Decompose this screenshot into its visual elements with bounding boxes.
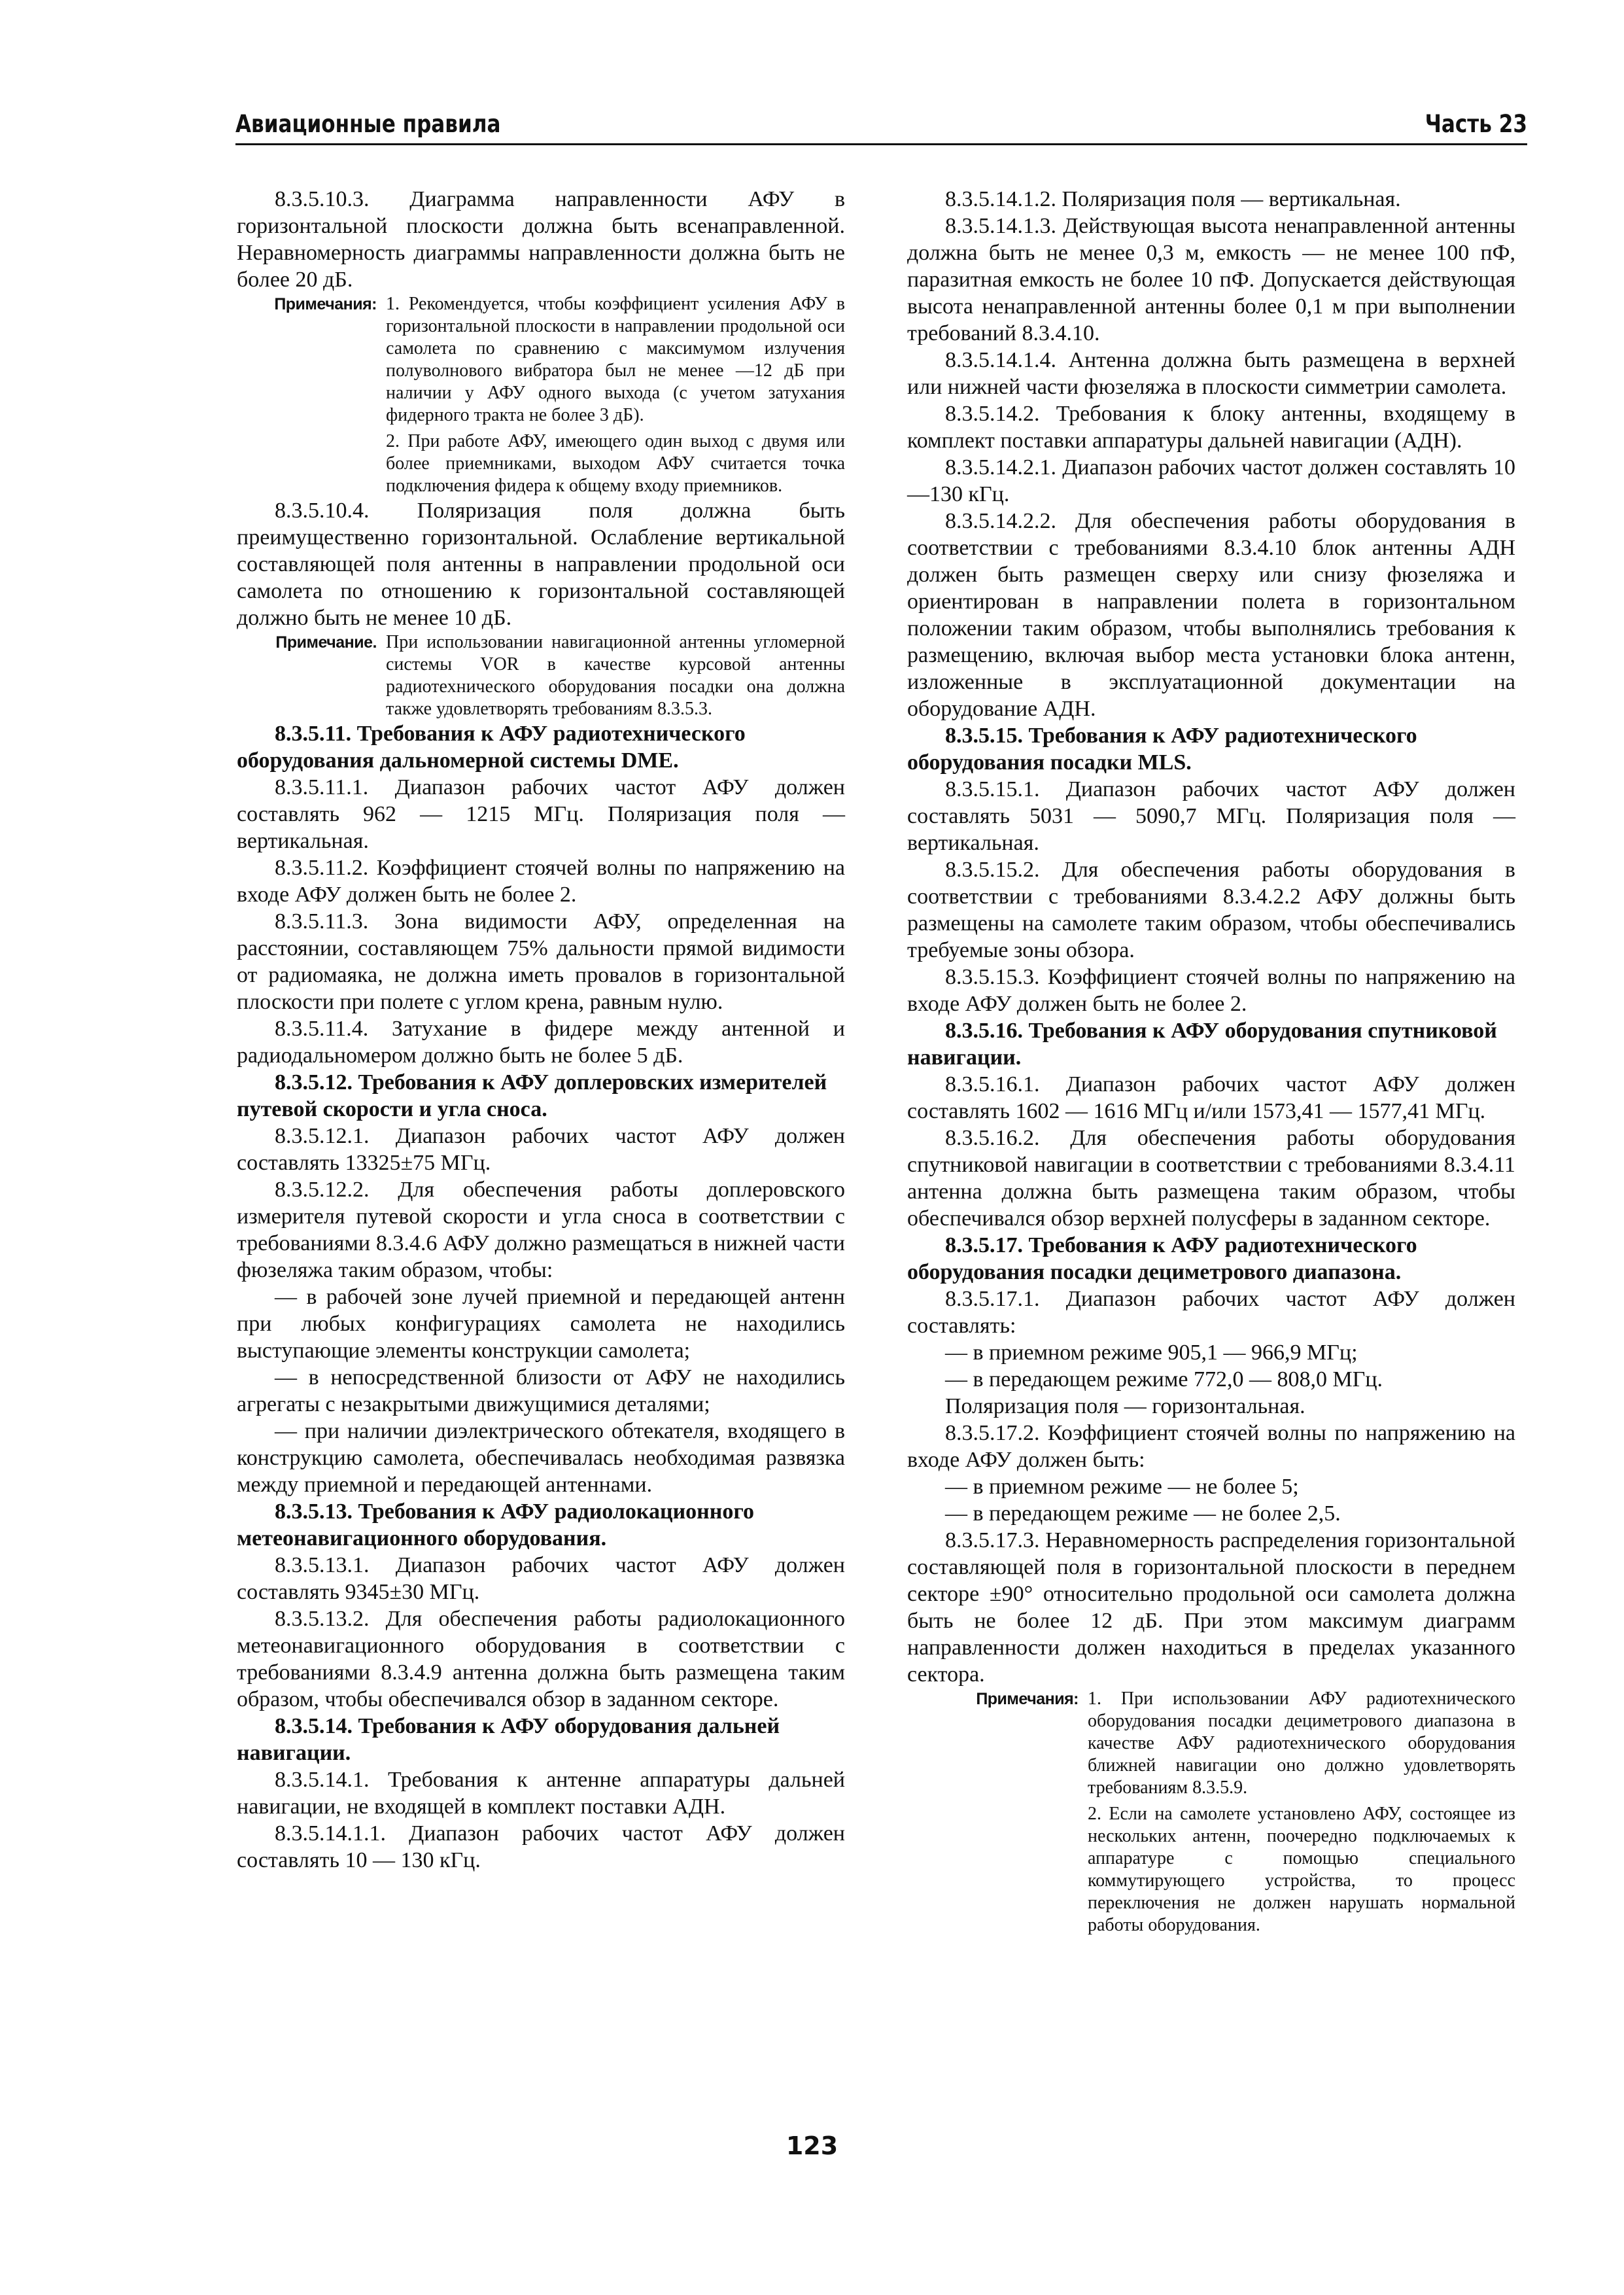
note-label: Примечания: — [976, 1690, 1079, 1708]
page-header — [235, 101, 1527, 145]
section-heading: 8.3.5.17. Требования к АФУ радиотехнического оборудования посадки дециметрового диапазона. — [907, 1233, 1417, 1284]
paragraph: 8.3.5.17.2. Коэффициент стоячей волны по напряжению на входе АФУ должен быть: — [907, 1421, 1515, 1472]
section-heading: 8.3.5.12. Требования к АФУ доплеровских измерителей путевой скорости и угла сноса. — [237, 1070, 827, 1121]
note-label: Примечание. — [275, 633, 377, 652]
section-heading: 8.3.5.15. Требования к АФУ радиотехнического оборудования посадки MLS. — [907, 724, 1417, 775]
paragraph: 8.3.5.14.1.1. Диапазон рабочих частот АФУ должен составлять 10 — 130 кГц. — [237, 1821, 845, 1872]
header-part: Часть 23 — [1425, 110, 1527, 138]
paragraph: 8.3.5.10.3. Диаграмма направленности АФУ в горизонтальной плоскости должна быть всенаправленной. Неравномерность диаграммы направленности должна быть не более 20 дБ. — [237, 187, 845, 292]
left-column — [237, 186, 845, 1874]
paragraph: 8.3.5.14.1.2. Поляризация поля — вертикальная. — [945, 187, 1401, 211]
paragraph: 8.3.5.17.3. Неравномерность распределения горизонтальной составляющей поля в горизонтальной плоскости в переднем секторе ±90° относительно продольной оси самолета должна быть не более 12 дБ. При этом максимум диаграмм направленности должен находиться в пределах указанного сектора. — [907, 1528, 1515, 1687]
paragraph: 8.3.5.16.1. Диапазон рабочих частот АФУ должен составлять 1602 — 1616 МГц и/или 1573,41 — 1577,41 МГц. — [907, 1072, 1515, 1123]
note-item: При использовании навигационной антенны угломерной системы VOR в качестве курсовой антенны радиотехнического оборудования посадки она должна также удовлетворять требованиям 8.3.5.3. — [386, 632, 845, 719]
note-item: 1. Рекомендуется, чтобы коэффициент усиления АФУ в горизонтальной плоскости в направлении продольной оси самолета по сравнению с максимумом излучения полуволнового вибратора был не менее —12 дБ при наличии у АФУ одного выхода (с учетом затухания фидерного тракта не более 3 дБ). — [386, 294, 845, 425]
paragraph: — в передающем режиме 772,0 — 808,0 МГц. — [945, 1367, 1383, 1392]
paragraph: 8.3.5.15.2. Для обеспечения работы оборудования в соответствии с требованиями 8.3.4.2.2 АФУ должны быть размещены на самолете таким образом, чтобы обеспечивались требуемые зоны обзора. — [907, 858, 1515, 962]
paragraph: — в передающем режиме — не более 2,5. — [945, 1501, 1341, 1526]
paragraph: 8.3.5.17.1. Диапазон рабочих частот АФУ должен составлять: — [907, 1287, 1515, 1338]
note-body — [1088, 1688, 1515, 1936]
section-heading: 8.3.5.13. Требования к АФУ радиолокационного метеонавигационного оборудования. — [237, 1499, 754, 1550]
paragraph: — при наличии диэлектрического обтекателя, входящего в конструкцию самолета, обеспечивалась необходимая развязка между приемной и передающей антеннами. — [237, 1419, 845, 1497]
paragraph: 8.3.5.10.4. Поляризация поля должна быть преимущественно горизонтальной. Ослабление вертикальной составляющей поля антенны в направлении продольной оси самолета по отношению к горизонтальной составляющей должно быть не менее 10 дБ. — [237, 499, 845, 630]
section-heading: 8.3.5.11. Требования к АФУ радиотехнического оборудования дальномерной системы DME. — [237, 722, 746, 773]
paragraph: 8.3.5.14.2.1. Диапазон рабочих частот должен составлять 10 —130 кГц. — [907, 455, 1515, 506]
paragraph: 8.3.5.11.2. Коэффициент стоячей волны по напряжению на входе АФУ должен быть не более 2. — [237, 856, 845, 907]
note-label: Примечания: — [274, 295, 377, 313]
paragraph: 8.3.5.11.1. Диапазон рабочих частот АФУ должен составлять 962 — 1215 МГц. Поляризация поля — вертикальная. — [237, 775, 845, 853]
paragraph: 8.3.5.14.1.4. Антенна должна быть размещена в верхней или нижней части фюзеляжа в плоскости симметрии самолета. — [907, 348, 1515, 399]
note-body — [386, 293, 845, 497]
paragraph: 8.3.5.15.3. Коэффициент стоячей волны по напряжению на входе АФУ должен быть не более 2. — [907, 965, 1515, 1016]
page-number: 123 — [786, 2131, 838, 2160]
paragraph: — в рабочей зоне лучей приемной и передающей антенн при любых конфигурациях самолета не находились выступающие элементы конструкции самолета; — [237, 1285, 845, 1363]
paragraph: 8.3.5.13.1. Диапазон рабочих частот АФУ должен составлять 9345±30 МГц. — [237, 1553, 845, 1604]
paragraph: 8.3.5.15.1. Диапазон рабочих частот АФУ должен составлять 5031 — 5090,7 МГц. Поляризация поля — вертикальная. — [907, 777, 1515, 855]
note-block — [907, 1688, 1515, 1936]
header-title: Авиационные правила — [235, 110, 501, 138]
note-item: 2. Если на самолете установлено АФУ, состоящее из нескольких антенн, поочередно подключаемых к аппаратуре с помощью специального коммутирующего устройства, то процесс переключения не должен нарушать нормальной работы оборудования. — [1088, 1804, 1515, 1935]
paragraph: 8.3.5.14.2. Требования к блоку антенны, входящему в комплект поставки аппаратуры дальней навигации (АДН). — [907, 402, 1515, 453]
paragraph: 8.3.5.11.4. Затухание в фидере между антенной и радиодальномером должно быть не более 5 дБ. — [237, 1017, 845, 1068]
paragraph: 8.3.5.14.2.2. Для обеспечения работы оборудования в соответствии с требованиями 8.3.4.10 блок антенны АДН должен быть размещен сверху или снизу фюзеляжа и ориентирован в направлении полета в горизонтальном положении таким образом, чтобы выполнялись требования к размещению, включая выбор места установки блока антенн, изложенные в эксплуатационной документации на оборудование АДН. — [907, 509, 1515, 721]
paragraph: — в непосредственной близости от АФУ не находились агрегаты с незакрытыми движущимися деталями; — [237, 1365, 845, 1416]
note-item: 1. При использовании АФУ радиотехнического оборудования посадки дециметрового диапазона в качестве АФУ радиотехнического оборудования ближней навигации оно должно удовлетворять требованиям 8.3.5.9. — [1088, 1689, 1515, 1798]
note-block — [237, 293, 845, 497]
note-body — [386, 631, 845, 720]
paragraph: 8.3.5.13.2. Для обеспечения работы радиолокационного метеонавигационного оборудования в соответствии с требованиями 8.3.4.9 антенна должна быть размещена таким образом, чтобы обеспечивался обзор в заданном секторе. — [237, 1607, 845, 1711]
paragraph: 8.3.5.14.1. Требования к антенне аппаратуры дальней навигации, не входящей в комплект поставки АДН. — [237, 1768, 845, 1819]
paragraph: 8.3.5.14.1.3. Действующая высота ненаправленной антенны должна быть не менее 0,3 м, емкость — не менее 100 пФ, паразитная емкость не более 10 пФ. Допускается действующая высота ненаправленной антенны более 0,1 м при выполнении требований 8.3.4.10. — [907, 214, 1515, 345]
note-block — [237, 631, 845, 720]
section-heading: 8.3.5.14. Требования к АФУ оборудования дальней навигации. — [237, 1714, 780, 1765]
paragraph: 8.3.5.12.1. Диапазон рабочих частот АФУ должен составлять 13325±75 МГц. — [237, 1124, 845, 1175]
paragraph: 8.3.5.12.2. Для обеспечения работы доплеровского измерителя путевой скорости и угла сноса в соответствии с требованиями 8.3.4.6 АФУ должно размещаться в нижней части фюзеляжа таким образом, чтобы: — [237, 1178, 845, 1282]
paragraph: 8.3.5.16.2. Для обеспечения работы оборудования спутниковой навигации в соответствии с требованиями 8.3.4.11 антенна должна быть размещена таким образом, чтобы обеспечивался обзор верхней полусферы в заданном секторе. — [907, 1126, 1515, 1231]
paragraph: — в приемном режиме 905,1 — 966,9 МГц; — [945, 1340, 1358, 1365]
paragraph: — в приемном режиме — не более 5; — [945, 1475, 1299, 1499]
right-column — [907, 186, 1515, 1936]
section-heading: 8.3.5.16. Требования к АФУ оборудования спутниковой навигации. — [907, 1019, 1497, 1070]
paragraph: 8.3.5.11.3. Зона видимости АФУ, определенная на расстоянии, составляющем 75% дальности прямой видимости от радиомаяка, не должна иметь провалов в горизонтальной плоскости при полете с углом крена, равным нулю. — [237, 909, 845, 1014]
note-item: 2. При работе АФУ, имеющего один выход с двумя или более приемниками, выходом АФУ считается точка подключения фидера к общему входу приемников. — [386, 431, 845, 496]
paragraph: Поляризация поля — горизонтальная. — [945, 1394, 1305, 1418]
